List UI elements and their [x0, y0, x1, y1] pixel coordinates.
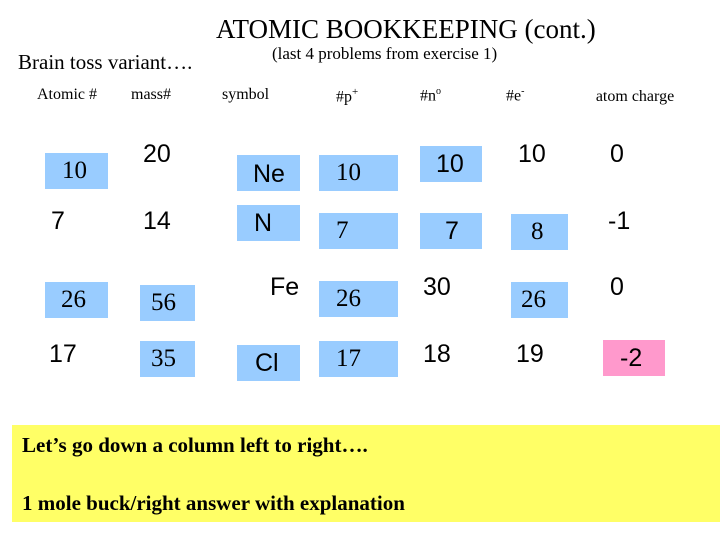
row3-electrons: 26	[521, 286, 546, 313]
row1-mass: 20	[143, 140, 171, 168]
row3-protons: 26	[336, 285, 361, 312]
header-symbol: symbol	[222, 86, 270, 103]
header-mass-number: mass#	[131, 86, 171, 103]
row4-atomic: 17	[49, 340, 77, 368]
row4-symbol: Cl	[255, 349, 279, 377]
row1-electrons: 10	[518, 140, 546, 168]
row1-atomic: 10	[62, 157, 87, 184]
row2-charge: -1	[608, 207, 631, 235]
header-atomic-number: Atomic #	[37, 86, 97, 103]
row4-charge: -2	[620, 344, 643, 372]
footer-line-2: 1 mole buck/right answer with explanation	[22, 491, 405, 515]
row3-charge: 0	[610, 273, 624, 301]
row4-electrons: 19	[516, 340, 544, 368]
header-neutrons	[420, 86, 441, 105]
row3-symbol: Fe	[270, 273, 300, 301]
header-electrons-label: #e	[506, 87, 522, 105]
row4-protons: 17	[336, 345, 361, 372]
row1-symbol: Ne	[253, 160, 285, 188]
page-title: ATOMIC BOOKKEEPING (cont.)	[216, 14, 596, 44]
row2-mass: 14	[143, 207, 171, 235]
row2-electrons: 8	[531, 218, 544, 245]
row3-atomic: 26	[61, 286, 86, 313]
row2-protons: 7	[336, 217, 349, 244]
row4-mass: 35	[151, 345, 176, 372]
header-protons	[336, 86, 358, 106]
row2-neutrons: 7	[445, 217, 459, 245]
header-protons-sup: +	[352, 86, 359, 98]
exercise-note: (last 4 problems from exercise 1)	[272, 44, 498, 63]
footer-line-1: Let’s go down a column left to right….	[22, 433, 368, 457]
subtitle: Brain toss variant….	[18, 50, 193, 74]
header-protons-label: #p	[336, 88, 352, 106]
header-atom-charge: atom charge	[595, 88, 675, 105]
header-electrons	[506, 86, 524, 105]
row3-neutrons: 30	[423, 273, 451, 301]
row2-atomic: 7	[51, 207, 65, 235]
header-electrons-sup: -	[521, 86, 525, 97]
row1-protons: 10	[336, 159, 361, 186]
header-neutrons-label: #n	[420, 87, 436, 105]
footer-note-box	[12, 425, 720, 522]
row1-charge: 0	[610, 140, 624, 168]
row1-neutrons: 10	[436, 150, 464, 178]
row4-neutrons: 18	[423, 340, 451, 368]
row3-mass: 56	[151, 289, 176, 316]
row2-symbol: N	[254, 209, 273, 237]
cell-row2-protons-bg	[319, 213, 398, 249]
header-neutrons-sup: o	[436, 86, 441, 97]
